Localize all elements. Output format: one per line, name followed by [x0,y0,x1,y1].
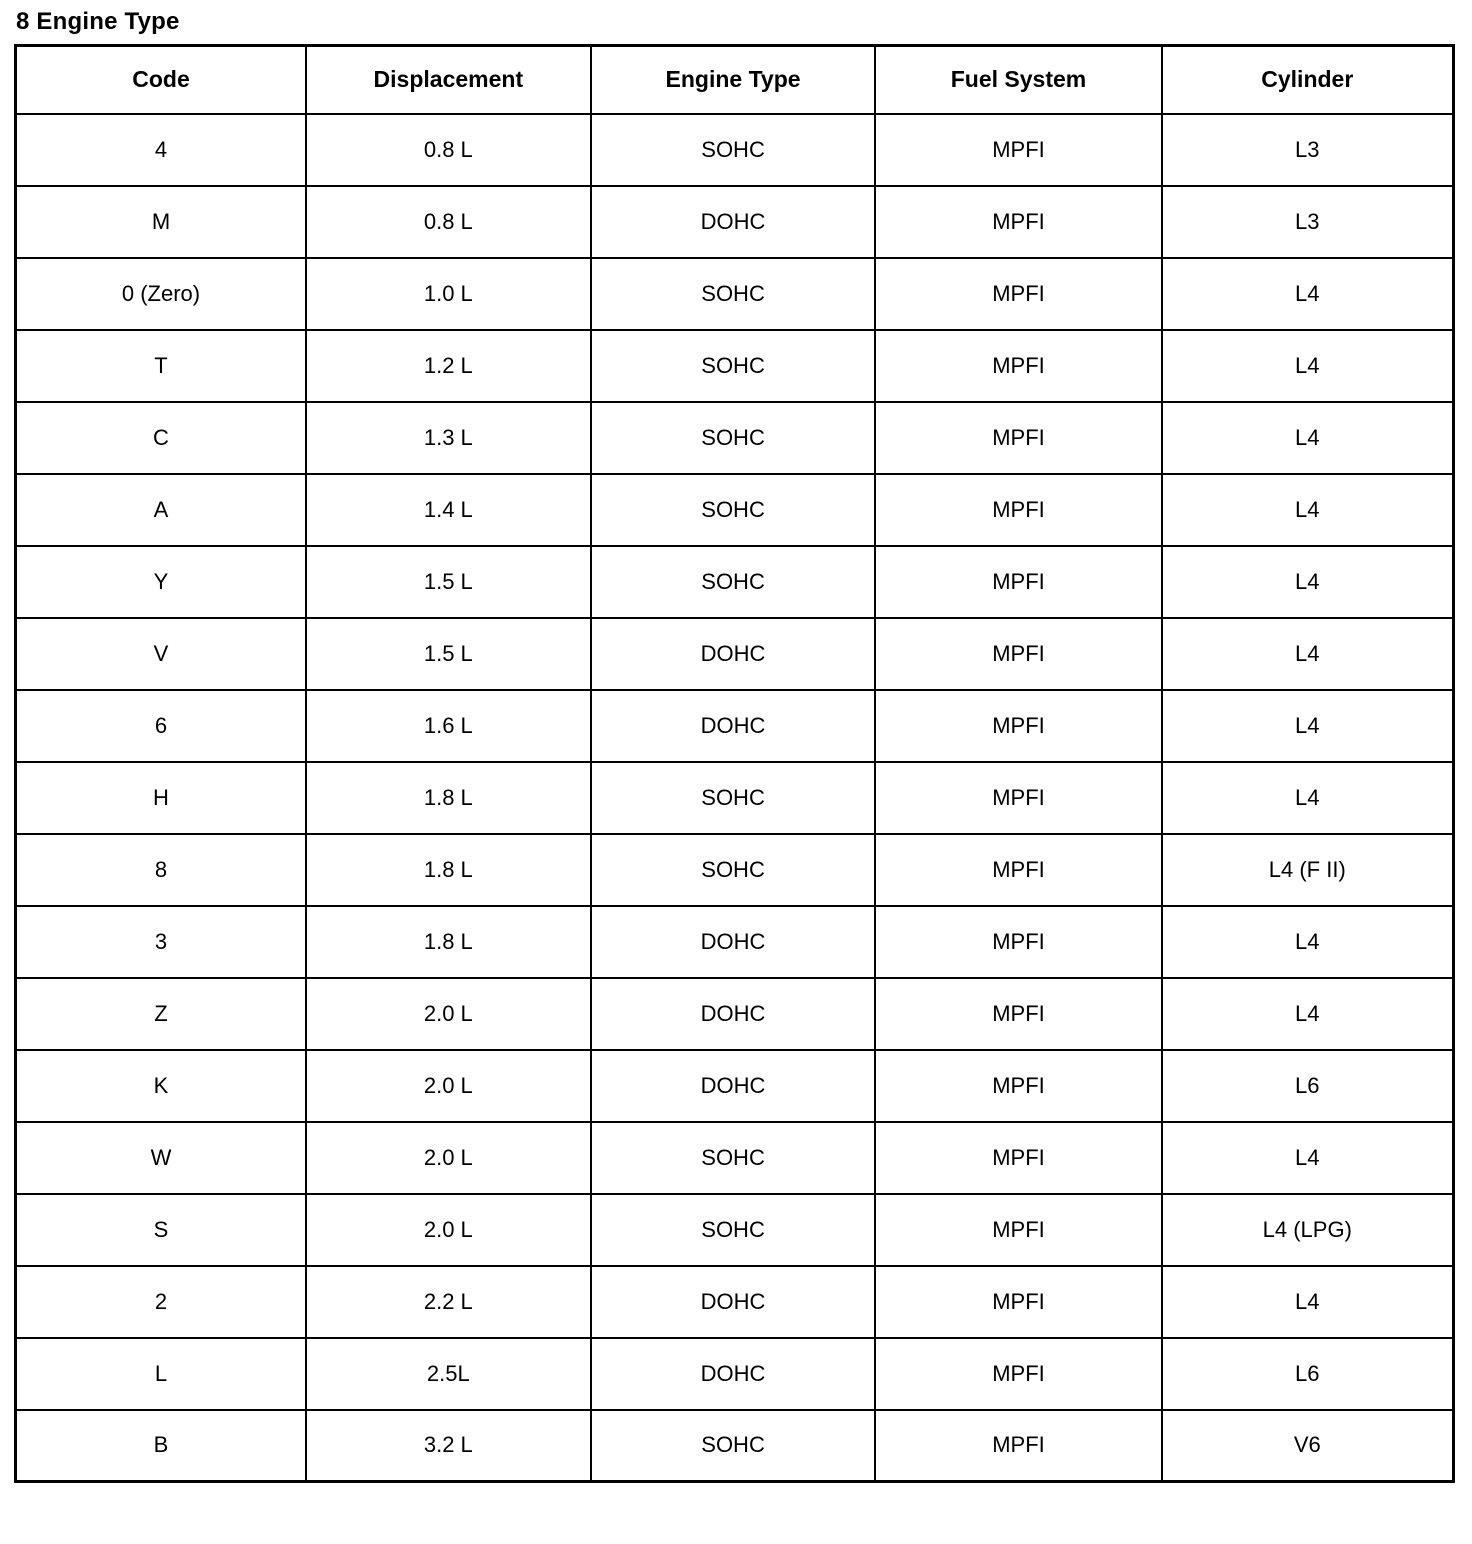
table-cell: Y [16,546,306,618]
table-cell: MPFI [875,1338,1161,1410]
table-cell: MPFI [875,1122,1161,1194]
table-cell: SOHC [591,834,876,906]
table-cell: 1.0 L [306,258,591,330]
table-cell: L4 [1162,1122,1454,1194]
table-cell: 2 [16,1266,306,1338]
table-cell: DOHC [591,906,876,978]
table-row [16,618,1454,690]
table-row [16,1050,1454,1122]
table-cell: L6 [1162,1338,1454,1410]
table-cell: B [16,1410,306,1482]
table-cell: L4 (F II) [1162,834,1454,906]
column-header-displacement: Displacement [306,46,591,114]
column-header-code: Code [16,46,306,114]
column-header-fuel-system: Fuel System [875,46,1161,114]
table-cell: 1.8 L [306,762,591,834]
table-cell: 1.5 L [306,546,591,618]
table-row [16,114,1454,186]
table-cell: Z [16,978,306,1050]
table-cell: H [16,762,306,834]
table-cell: 1.6 L [306,690,591,762]
table-cell: DOHC [591,1266,876,1338]
table-cell: MPFI [875,906,1161,978]
table-row [16,402,1454,474]
table-cell: K [16,1050,306,1122]
table-cell: C [16,402,306,474]
table-cell: L [16,1338,306,1410]
table-cell: 1.2 L [306,330,591,402]
table-row [16,1338,1454,1410]
table-cell: 1.8 L [306,834,591,906]
table-cell: SOHC [591,1122,876,1194]
table-cell: SOHC [591,114,876,186]
table-cell: SOHC [591,546,876,618]
table-cell: L4 [1162,474,1454,546]
table-cell: W [16,1122,306,1194]
table-cell: MPFI [875,1194,1161,1266]
table-cell: L4 [1162,258,1454,330]
table-cell: DOHC [591,1338,876,1410]
table-cell: 0 (Zero) [16,258,306,330]
table-cell: L4 [1162,690,1454,762]
table-cell: MPFI [875,186,1161,258]
table-row [16,834,1454,906]
table-cell: 2.0 L [306,1194,591,1266]
table-cell: 2.2 L [306,1266,591,1338]
table-cell: L4 [1162,762,1454,834]
table-cell: MPFI [875,762,1161,834]
table-cell: SOHC [591,258,876,330]
table-cell: DOHC [591,186,876,258]
column-header-cylinder: Cylinder [1162,46,1454,114]
table-cell: 2.5L [306,1338,591,1410]
page-title: 8 Engine Type [16,8,180,35]
table-row [16,330,1454,402]
table-cell: MPFI [875,474,1161,546]
table-cell: A [16,474,306,546]
table-row [16,546,1454,618]
table-cell: 3.2 L [306,1410,591,1482]
table-row [16,1194,1454,1266]
table-row [16,762,1454,834]
table-cell: 2.0 L [306,1050,591,1122]
table-header-row [16,46,1454,114]
table-row [16,1122,1454,1194]
table-cell: SOHC [591,762,876,834]
table-cell: DOHC [591,978,876,1050]
table-cell: L4 [1162,906,1454,978]
column-header-engine-type: Engine Type [591,46,876,114]
table-cell: 8 [16,834,306,906]
table-cell: SOHC [591,474,876,546]
table-cell: 2.0 L [306,1122,591,1194]
table-cell: SOHC [591,1194,876,1266]
table-cell: SOHC [591,330,876,402]
table-cell: V [16,618,306,690]
table-body [16,114,1454,1482]
table-cell: 6 [16,690,306,762]
table-cell: L3 [1162,186,1454,258]
table-cell: T [16,330,306,402]
table-cell: MPFI [875,834,1161,906]
table-cell: MPFI [875,618,1161,690]
table-cell: L4 (LPG) [1162,1194,1454,1266]
table-cell: MPFI [875,546,1161,618]
engine-type-table [14,44,1455,1483]
table-row [16,906,1454,978]
table-cell: 3 [16,906,306,978]
table-cell: MPFI [875,402,1161,474]
table-cell: M [16,186,306,258]
table-row [16,1410,1454,1482]
table-cell: L4 [1162,546,1454,618]
table-cell: MPFI [875,330,1161,402]
table-cell: L4 [1162,330,1454,402]
table-cell: L6 [1162,1050,1454,1122]
table-cell: L4 [1162,978,1454,1050]
table-cell: 1.3 L [306,402,591,474]
table-cell: DOHC [591,690,876,762]
table-row [16,690,1454,762]
table-cell: V6 [1162,1410,1454,1482]
table-cell: 1.4 L [306,474,591,546]
table-cell: 1.8 L [306,906,591,978]
table-row [16,258,1454,330]
table-cell: 0.8 L [306,114,591,186]
table-cell: MPFI [875,114,1161,186]
table-row [16,474,1454,546]
table-cell: L3 [1162,114,1454,186]
table-cell: MPFI [875,1410,1161,1482]
table-cell: MPFI [875,1050,1161,1122]
table-cell: MPFI [875,258,1161,330]
table-cell: 0.8 L [306,186,591,258]
table-cell: 4 [16,114,306,186]
table-cell: 1.5 L [306,618,591,690]
table-row [16,978,1454,1050]
table-cell: L4 [1162,1266,1454,1338]
table-row [16,186,1454,258]
table-cell: 2.0 L [306,978,591,1050]
table-cell: L4 [1162,618,1454,690]
table-cell: DOHC [591,618,876,690]
table-cell: SOHC [591,1410,876,1482]
table-cell: MPFI [875,1266,1161,1338]
table-row [16,1266,1454,1338]
table-cell: DOHC [591,1050,876,1122]
table-cell: L4 [1162,402,1454,474]
table-cell: MPFI [875,690,1161,762]
table-cell: S [16,1194,306,1266]
table-cell: SOHC [591,402,876,474]
table-cell: MPFI [875,978,1161,1050]
